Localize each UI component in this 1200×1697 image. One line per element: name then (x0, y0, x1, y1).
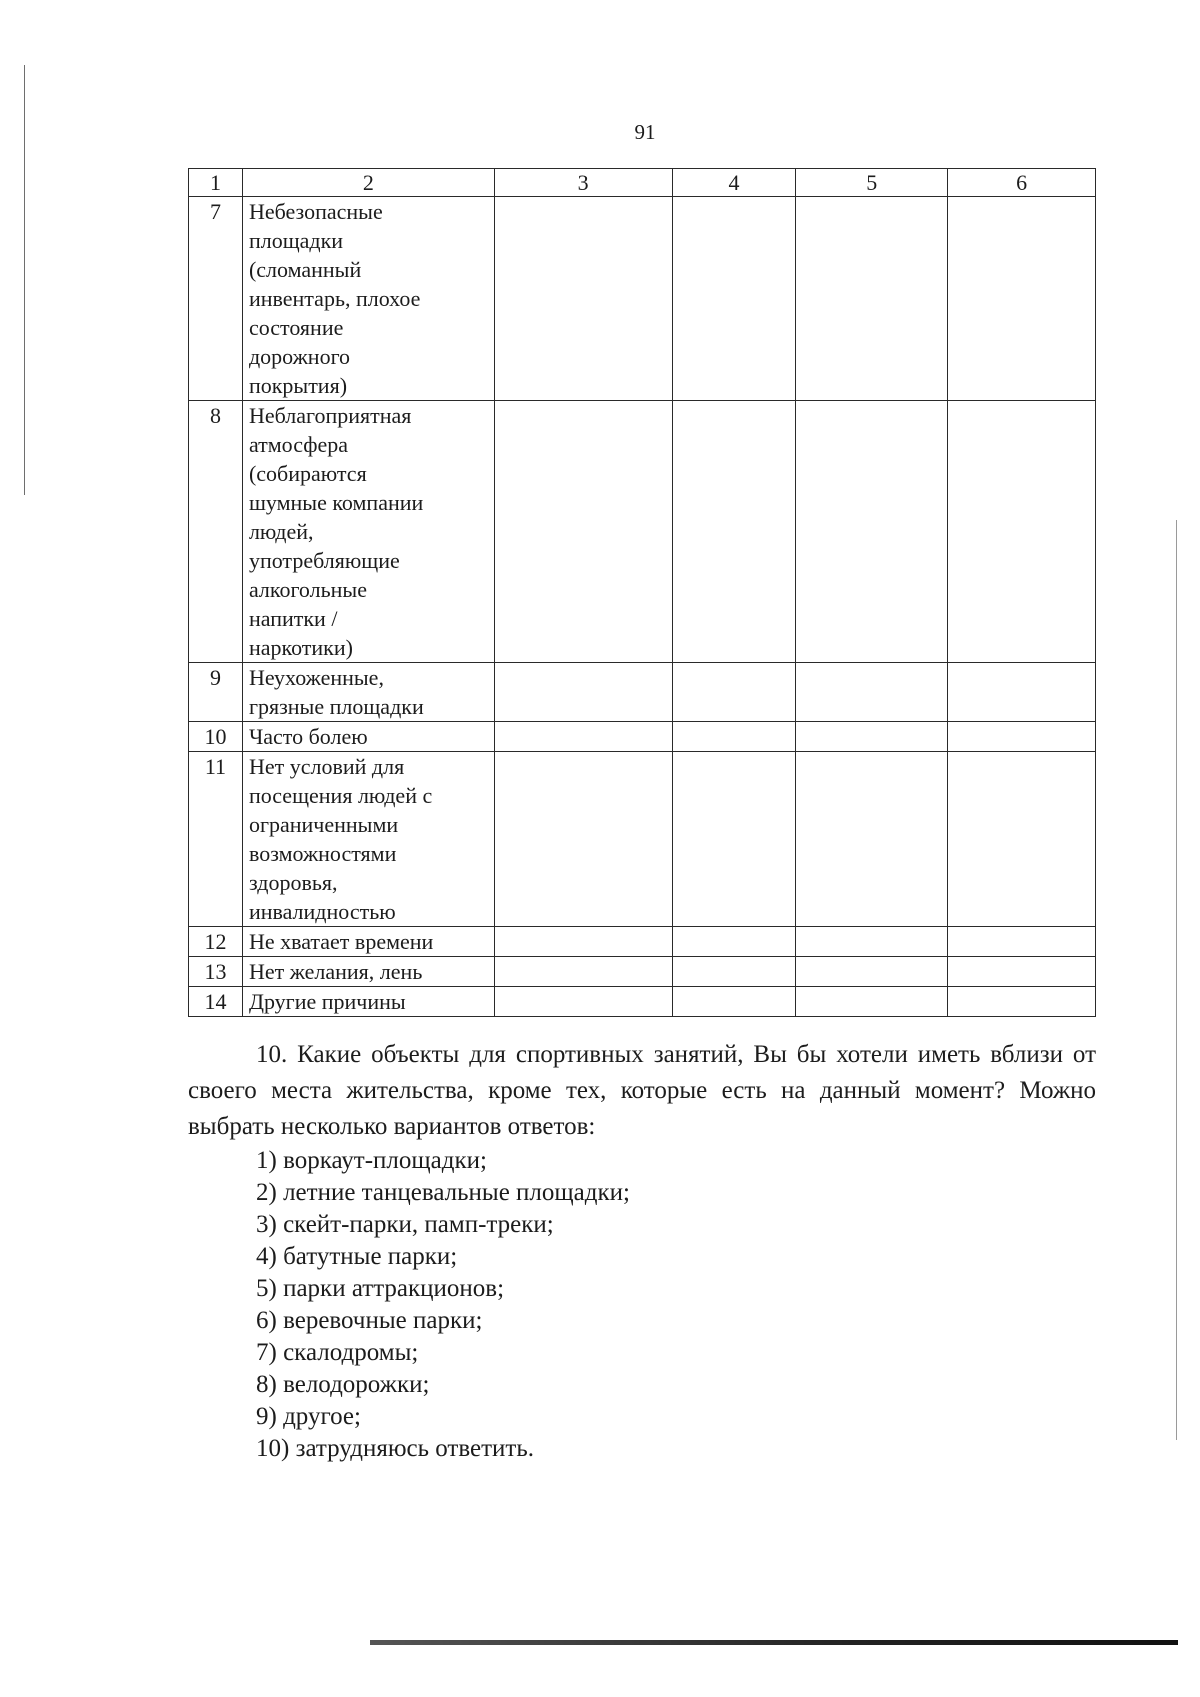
table-row (189, 927, 1096, 957)
reason-text-line: употребляющие (248, 548, 400, 573)
row-number-cell: 9 (189, 663, 243, 722)
answer-cell (672, 197, 796, 401)
reason-cell (242, 752, 494, 927)
answer-cell (948, 957, 1096, 987)
answer-option: 8) велодорожки; (256, 1371, 430, 1398)
answer-cell (948, 663, 1096, 722)
answer-cell (948, 752, 1096, 927)
reason-text-line: Нет условий для (248, 754, 405, 779)
answer-cell (948, 401, 1096, 663)
answer-cell (494, 663, 672, 722)
reason-cell (242, 927, 494, 957)
reason-text-line: инвентарь, плохое (248, 286, 421, 311)
table-row (189, 987, 1096, 1017)
reason-text-line: состояние (248, 315, 344, 340)
reason-text-line: грязные площадки (248, 694, 424, 719)
reason-text-line: (сломанный (248, 257, 362, 282)
answer-cell (948, 927, 1096, 957)
answer-cell (796, 927, 948, 957)
question-block (188, 1037, 1096, 1465)
reason-cell (242, 663, 494, 722)
answer-cell (796, 401, 948, 663)
reason-cell (242, 987, 494, 1017)
answer-cell (948, 197, 1096, 401)
scan-edge-mark-right (1176, 520, 1177, 1440)
row-number-cell: 10 (189, 722, 243, 752)
table-header-row (189, 169, 1096, 197)
answer-cell (796, 663, 948, 722)
answer-cell (948, 722, 1096, 752)
reason-cell (242, 957, 494, 987)
answer-cell (672, 987, 796, 1017)
reason-text-line: Нет желания, лень (248, 959, 423, 984)
reason-text-line: Другие причины (248, 989, 406, 1014)
reason-text-line: посещения людей с (248, 783, 433, 808)
reason-cell (242, 197, 494, 401)
row-number-cell: 8 (189, 401, 243, 663)
answer-options-list (188, 1145, 1096, 1465)
reason-text-line: Часто болею (248, 724, 368, 749)
answer-option: 5) парки аттракционов; (256, 1275, 505, 1302)
answer-cell (672, 663, 796, 722)
reason-text-line: (собираются (248, 461, 367, 486)
answer-option: 6) веревочные парки; (256, 1307, 483, 1334)
answer-option: 1) воркаут-площадки; (256, 1147, 487, 1174)
answer-cell (494, 722, 672, 752)
answer-option: 4) батутные парки; (256, 1243, 458, 1270)
reason-text-line: напитки / (248, 606, 338, 631)
answer-cell (672, 722, 796, 752)
table-row (189, 752, 1096, 927)
reason-text-line: Небезопасные (248, 199, 383, 224)
reason-text-line: покрытия) (248, 373, 348, 398)
reason-text-line: Неухоженные, (248, 665, 384, 690)
column-header: 3 (494, 169, 672, 197)
column-header: 1 (189, 169, 243, 197)
reason-text-line: атмосфера (248, 432, 349, 457)
answer-cell (796, 752, 948, 927)
column-header: 6 (948, 169, 1096, 197)
reason-text-line: Неблагоприятная (248, 403, 412, 428)
reason-text-line: возможностями (248, 841, 397, 866)
table-row (189, 197, 1096, 401)
row-number-cell: 12 (189, 927, 243, 957)
scan-edge-mark-left (24, 65, 25, 495)
table-row (189, 957, 1096, 987)
table-row (189, 722, 1096, 752)
question-text: 10. Какие объекты для спортивных занятий, Вы бы хотели иметь вблизи от своего места жительства, кроме тех, которые есть на данный момент? Можно выбрать несколько вариантов ответов: (188, 1041, 1096, 1140)
answer-cell (672, 401, 796, 663)
reason-cell (242, 722, 494, 752)
row-number-cell: 14 (189, 987, 243, 1017)
table-row (189, 663, 1096, 722)
row-number-cell: 11 (189, 752, 243, 927)
answer-cell (494, 197, 672, 401)
answer-option: 7) скалодромы; (256, 1339, 419, 1366)
answer-cell (494, 752, 672, 927)
answer-cell (672, 752, 796, 927)
table-row (189, 401, 1096, 663)
column-header: 5 (796, 169, 948, 197)
reason-cell (242, 401, 494, 663)
answer-cell (494, 927, 672, 957)
answer-option: 10) затрудняюсь ответить. (256, 1435, 534, 1462)
reason-text-line: дорожного (248, 344, 351, 369)
answer-cell (672, 957, 796, 987)
reason-text-line: людей, (248, 519, 314, 544)
answer-cell (672, 927, 796, 957)
answer-option: 2) летние танцевальные площадки; (256, 1179, 630, 1206)
survey-table (188, 168, 1096, 1017)
answer-cell (948, 987, 1096, 1017)
reason-text-line: ограниченными (248, 812, 399, 837)
answer-cell (796, 197, 948, 401)
answer-cell (494, 401, 672, 663)
reason-text-line: площадки (248, 228, 344, 253)
row-number-cell: 7 (189, 197, 243, 401)
reason-text-line: алкогольные (248, 577, 367, 602)
reason-text-line: инвалидностью (248, 899, 396, 924)
answer-cell (494, 957, 672, 987)
reason-text-line: наркотики) (248, 635, 353, 660)
answer-option: 3) скейт-парки, памп-треки; (256, 1211, 554, 1238)
row-number-cell: 13 (189, 957, 243, 987)
footer-rule (370, 1640, 1178, 1645)
answer-cell (796, 722, 948, 752)
survey-table-body (189, 169, 1096, 1017)
reason-text-line: шумные компании (248, 490, 424, 515)
answer-option: 9) другое; (256, 1403, 361, 1430)
answer-cell (796, 957, 948, 987)
column-header: 4 (672, 169, 796, 197)
page-number: 91 (634, 120, 656, 144)
answer-cell (494, 987, 672, 1017)
reason-text-line: здоровья, (248, 870, 338, 895)
column-header: 2 (242, 169, 494, 197)
reason-text-line: Не хватает времени (248, 929, 434, 954)
answer-cell (796, 987, 948, 1017)
